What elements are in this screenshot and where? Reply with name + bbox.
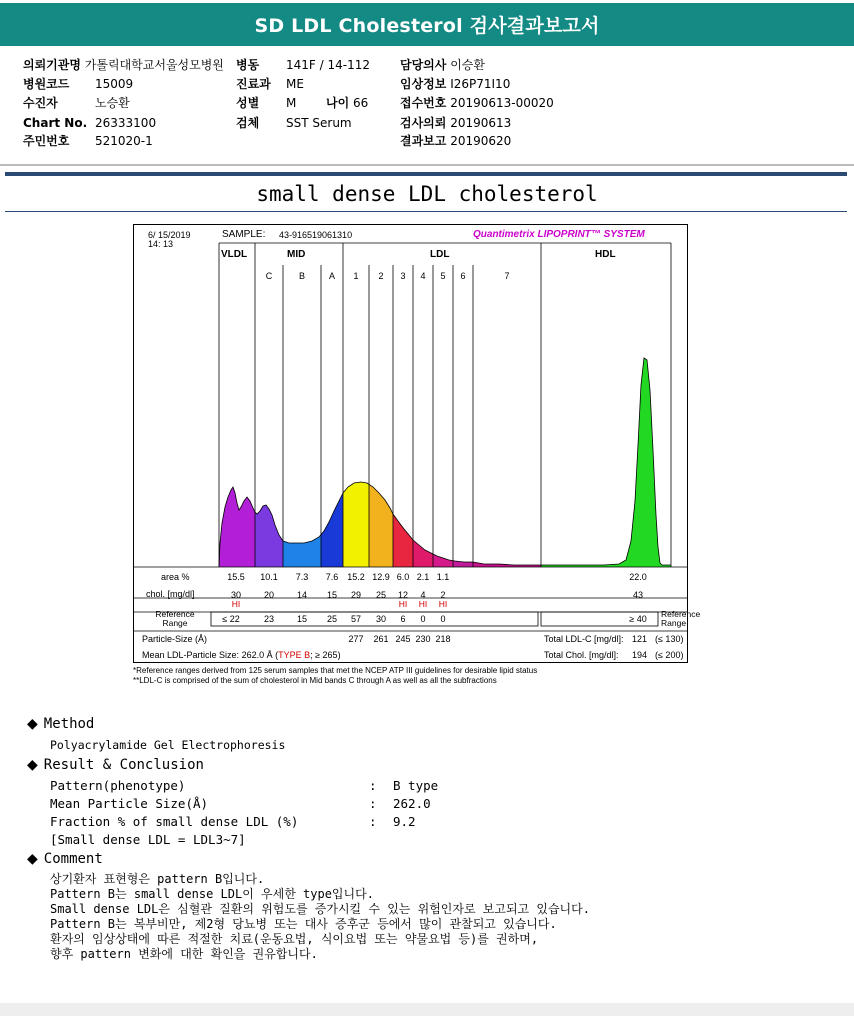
- particle-value: 277: [348, 634, 364, 644]
- patient-label: 수진자: [23, 96, 58, 110]
- ref-value: 15: [296, 614, 307, 624]
- hi-flag: HI: [398, 599, 408, 609]
- band-fill: [219, 358, 671, 567]
- chol-label: chol. [mg/dl]: [146, 589, 195, 599]
- section-rule: [5, 172, 847, 176]
- report-title: SD LDL Cholesterol 검사결과보고서: [254, 15, 600, 37]
- age-row: 나이 66: [326, 96, 369, 110]
- doctor-row: 담당의사 이승환: [400, 58, 485, 72]
- chol-value: 20: [263, 590, 274, 600]
- particle-value: 230: [415, 634, 431, 644]
- particle-value: 218: [435, 634, 451, 644]
- chart-value: 26333100: [95, 116, 157, 130]
- band-fill: [219, 358, 671, 567]
- chol-value: 14: [296, 590, 307, 600]
- comment-line-4: 환자의 임상상태에 따른 적절한 치료(운동요법, 식이요법 또는 약물요법 등)를 권하며,: [50, 932, 539, 946]
- rrn-label: 주민번호: [23, 134, 70, 148]
- ref-value: 23: [263, 614, 274, 624]
- band-fill: [219, 358, 671, 567]
- lipoprint-report: [133, 224, 701, 663]
- institution-row: 의뢰기관명 가톨릭대학교서울성모병원: [23, 58, 224, 72]
- area-value: 10.1: [260, 572, 278, 582]
- hi-flag: HI: [231, 599, 241, 609]
- comment-line-3: Pattern B는 복부비만, 제2형 당뇨병 또는 대사 증후군 등에서 많이 관찰되고 있습니다.: [50, 917, 557, 931]
- band-fill: [219, 358, 671, 567]
- band-label: 1: [353, 271, 359, 281]
- mean-size-line: Mean LDL-Particle Size: 262.0 Å (TYPE B; ≥ 265): [142, 650, 341, 660]
- report-header: [0, 3, 854, 46]
- band-fill: [219, 358, 671, 567]
- request-row: 검사의뢰 20190613: [400, 116, 512, 130]
- band-label: 2: [378, 271, 384, 281]
- hi-flag: HI: [418, 599, 428, 609]
- dept-value: ME: [286, 77, 304, 91]
- chol-value: 30: [230, 590, 241, 600]
- result-label-0: Pattern(phenotype): [50, 778, 186, 793]
- result-colon-0: :: [369, 778, 377, 793]
- footnote-1: *Reference ranges derived from 125 serum samples that met the NCEP ATP III guidelines for desirable lipid status: [133, 666, 538, 675]
- curve-fills: [219, 358, 671, 567]
- particle-value: 245: [395, 634, 411, 644]
- ref-value: 57: [350, 614, 361, 624]
- result-label-1: Mean Particle Size(Å): [50, 796, 209, 811]
- band-label: 5: [440, 271, 446, 281]
- result-colon-2: :: [369, 814, 377, 829]
- group-ldl: LDL: [430, 249, 450, 260]
- result-value-0: B type: [393, 778, 439, 793]
- comment-heading: ◆ Comment: [27, 851, 103, 867]
- chol-value: 12: [397, 590, 408, 600]
- area-value: 15.2: [347, 572, 365, 582]
- ref-value: 0: [420, 614, 426, 624]
- area-value: 7.3: [295, 572, 309, 582]
- particle-label: Particle-Size (Å): [142, 634, 208, 644]
- dept-label: 진료과: [236, 77, 271, 91]
- band-label: 6: [460, 271, 466, 281]
- chol-value: 15: [326, 590, 337, 600]
- chol-value: 43: [632, 590, 643, 600]
- chol-value: 25: [375, 590, 386, 600]
- area-value: 6.0: [396, 572, 410, 582]
- result-label-2: Fraction % of small dense LDL (%): [50, 814, 299, 829]
- area-value: 1.1: [436, 572, 450, 582]
- rrn-value: 521020-1: [95, 134, 153, 148]
- band-fill: [219, 358, 671, 567]
- ref-value: 6: [400, 614, 406, 624]
- result-value-2: 9.2: [393, 814, 416, 829]
- ward-value: 141F / 14-112: [286, 58, 370, 72]
- band-fill: [219, 358, 671, 567]
- band-fill: [219, 358, 671, 567]
- ref-value: 30: [375, 614, 386, 624]
- area-value: 7.6: [325, 572, 339, 582]
- ref-value: 0: [440, 614, 446, 624]
- ref-value: ≥ 40: [629, 614, 647, 624]
- clinical-row: 임상정보 I26P71I10: [400, 77, 511, 91]
- specimen-value: SST Serum: [286, 116, 352, 130]
- result-note: [Small dense LDL = LDL3~7]: [50, 832, 246, 847]
- band-label: 7: [504, 271, 510, 281]
- bottom-bar: [0, 1003, 854, 1016]
- result-heading: ◆ Result & Conclusion: [27, 757, 204, 773]
- area-value: 22.0: [629, 572, 647, 582]
- chol-value: 29: [350, 590, 361, 600]
- result-value-1: 262.0: [393, 796, 431, 811]
- brand-logo: Quantimetrix LIPOPRINT™ SYSTEM: [473, 229, 645, 240]
- band-label: 4: [420, 271, 426, 281]
- hospcode-label: 병원코드: [23, 77, 70, 91]
- comment-line-1: Pattern B는 small dense LDL이 우세한 type입니다.: [50, 887, 374, 901]
- band-fill: [219, 358, 671, 567]
- title-underline: [5, 211, 847, 212]
- area-value: 12.9: [372, 572, 390, 582]
- hospcode-value: 15009: [95, 77, 134, 91]
- ref-label-left: Reference Range: [155, 609, 195, 628]
- group-vldl: VLDL: [221, 249, 248, 260]
- method-heading: ◆ Method: [27, 716, 95, 732]
- reportdate-row: 결과보고 20190620: [400, 134, 512, 148]
- chart-label: Chart No.: [23, 116, 88, 130]
- area-value: 2.1: [416, 572, 430, 582]
- band-label: A: [328, 271, 335, 281]
- total-ldl-value: 121: [632, 634, 648, 644]
- diamond-icon: ◆: [27, 851, 38, 867]
- comment-line-5: 향후 pattern 변화에 대한 확인을 권유합니다.: [50, 947, 318, 961]
- ref-value: 25: [326, 614, 337, 624]
- group-mid: MID: [287, 249, 306, 260]
- band-fill: [219, 358, 671, 567]
- area-value: 15.5: [227, 572, 245, 582]
- report-date: 6/ 15/2019: [148, 230, 191, 240]
- specimen-label: 검체: [236, 116, 260, 130]
- chol-value: 2: [440, 590, 446, 600]
- comment-line-0: 상기환자 표현형은 pattern B입니다.: [50, 872, 265, 886]
- result-colon-1: :: [369, 796, 377, 811]
- footnote-2: **LDL-C is comprised of the sum of cholesterol in Mid bands C through A as well as all the subfractions: [133, 676, 497, 685]
- patient-value: 노승환: [95, 96, 130, 110]
- sex-label: 성별: [236, 96, 260, 110]
- sex-value: M: [286, 96, 297, 110]
- section-title: small dense LDL cholesterol: [256, 182, 598, 206]
- ref-value: ≤ 22: [222, 614, 240, 624]
- band-label: B: [298, 271, 305, 281]
- curve-outline: [219, 358, 671, 567]
- band-label: C: [265, 271, 273, 281]
- total-ldl-label: Total LDL-C [mg/dl]:: [544, 634, 624, 644]
- band-fill: [219, 358, 671, 567]
- ward-row: 병동: [236, 58, 260, 72]
- diamond-icon: ◆: [27, 716, 38, 732]
- total-chol-range: (≤ 200): [655, 650, 684, 660]
- report-time: 14: 13: [148, 239, 174, 249]
- band-fill: [219, 358, 671, 567]
- total-chol-value: 194: [632, 650, 648, 660]
- method-text: Polyacrylamide Gel Electrophoresis: [50, 738, 286, 752]
- separator: [0, 164, 854, 166]
- hi-flag: HI: [438, 599, 448, 609]
- accession-row: 접수번호 20190613-00020: [400, 96, 554, 110]
- sample-label: SAMPLE:: [222, 229, 266, 240]
- area-label: area %: [161, 572, 190, 582]
- total-ldl-range: (≤ 130): [655, 634, 684, 644]
- sample-value: 43-916519061310: [279, 230, 353, 240]
- total-chol-label: Total Chol. [mg/dl]:: [544, 650, 619, 660]
- group-hdl: HDL: [595, 249, 616, 260]
- band-label: 3: [400, 271, 406, 281]
- diamond-icon: ◆: [27, 757, 38, 773]
- comment-line-2: Small dense LDL은 심혈관 질환의 위험도를 증가시킬 수 있는 위험인자로 보고되고 있습니다.: [50, 902, 590, 916]
- chol-value: 4: [420, 590, 426, 600]
- particle-value: 261: [373, 634, 389, 644]
- ref-label-right: Reference Range: [661, 609, 701, 628]
